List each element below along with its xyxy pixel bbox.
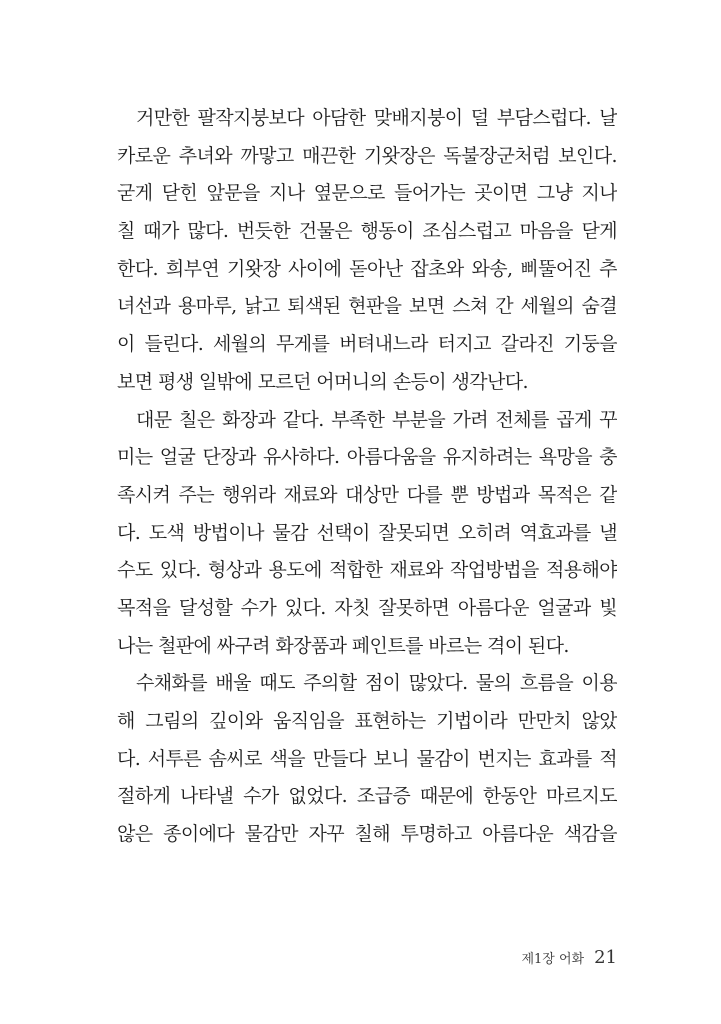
- text-line: 녀선과 용마루, 낡고 퇴색된 현판을 보면 스쳐 간 세월의 숨결: [117, 295, 617, 318]
- running-footer-chapter: 제1장 어화: [521, 952, 585, 967]
- text-line: 한다. 희부연 기왓장 사이에 돋아난 잡초와 와송, 삐뚤어진 추: [117, 257, 617, 280]
- page-number: 21: [594, 947, 617, 968]
- text-line: 거만한 팔작지붕보다 아담한 맞배지붕이 덜 부담스럽다. 날: [136, 107, 617, 129]
- text-line: 다. 서투른 솜씨로 색을 만들다 보니 물감이 번지는 효과를 적: [117, 747, 617, 770]
- page-body: [117, 100, 617, 854]
- text-line: 절하게 나타낼 수가 없었다. 조급증 때문에 한동안 마르지도: [117, 785, 617, 808]
- text-line: 수채화를 배울 때도 주의할 점이 많았다. 물의 흐름을 이용: [136, 672, 617, 695]
- text-line: 나는 철판에 싸구려 화장품과 페인트를 바르는 격이 된다.: [117, 634, 569, 657]
- text-line: 목적을 달성할 수가 있다. 자칫 잘못하면 아름다운 얼굴과 빛: [117, 596, 617, 619]
- text-line: 족시켜 주는 행위라 재료와 대상만 다를 뿐 방법과 목적은 같: [117, 483, 617, 506]
- page-footer: [521, 946, 617, 970]
- text-line: 해 그림의 깊이와 움직임을 표현하는 기법이라 만만치 않았: [117, 710, 617, 732]
- paragraph-1: [117, 100, 617, 402]
- text-line: 굳게 닫힌 앞문을 지나 옆문으로 들어가는 곳이면 그냥 지나: [117, 182, 617, 205]
- text-line: 미는 얼굴 단장과 유사하다. 아름다움을 유지하려는 욕망을 충: [117, 446, 617, 469]
- text-line: 칠 때가 많다. 번듯한 건물은 행동이 조심스럽고 마음을 닫게: [117, 220, 617, 243]
- text-line: 다. 도색 방법이나 물감 선택이 잘못되면 오히려 역효과를 낼: [117, 521, 617, 544]
- paragraph-2: [117, 402, 617, 666]
- text-line: 대문 칠은 화장과 같다. 부족한 부분을 가려 전체를 곱게 꾸: [136, 408, 617, 431]
- text-line: 수도 있다. 형상과 용도에 적합한 재료와 작업방법을 적용해야: [117, 559, 617, 582]
- paragraph-3: [117, 665, 617, 853]
- text-line: 않은 종이에다 물감만 자꾸 칠해 투명하고 아름다운 색감을: [117, 823, 617, 846]
- text-line: 보면 평생 일밖에 모르던 어머니의 손등이 생각난다.: [117, 370, 528, 393]
- text-line: 이 들린다. 세월의 무게를 버텨내느라 터지고 갈라진 기둥을: [117, 333, 617, 356]
- text-line: 카로운 추녀와 까맣고 매끈한 기왓장은 독불장군처럼 보인다.: [117, 144, 617, 167]
